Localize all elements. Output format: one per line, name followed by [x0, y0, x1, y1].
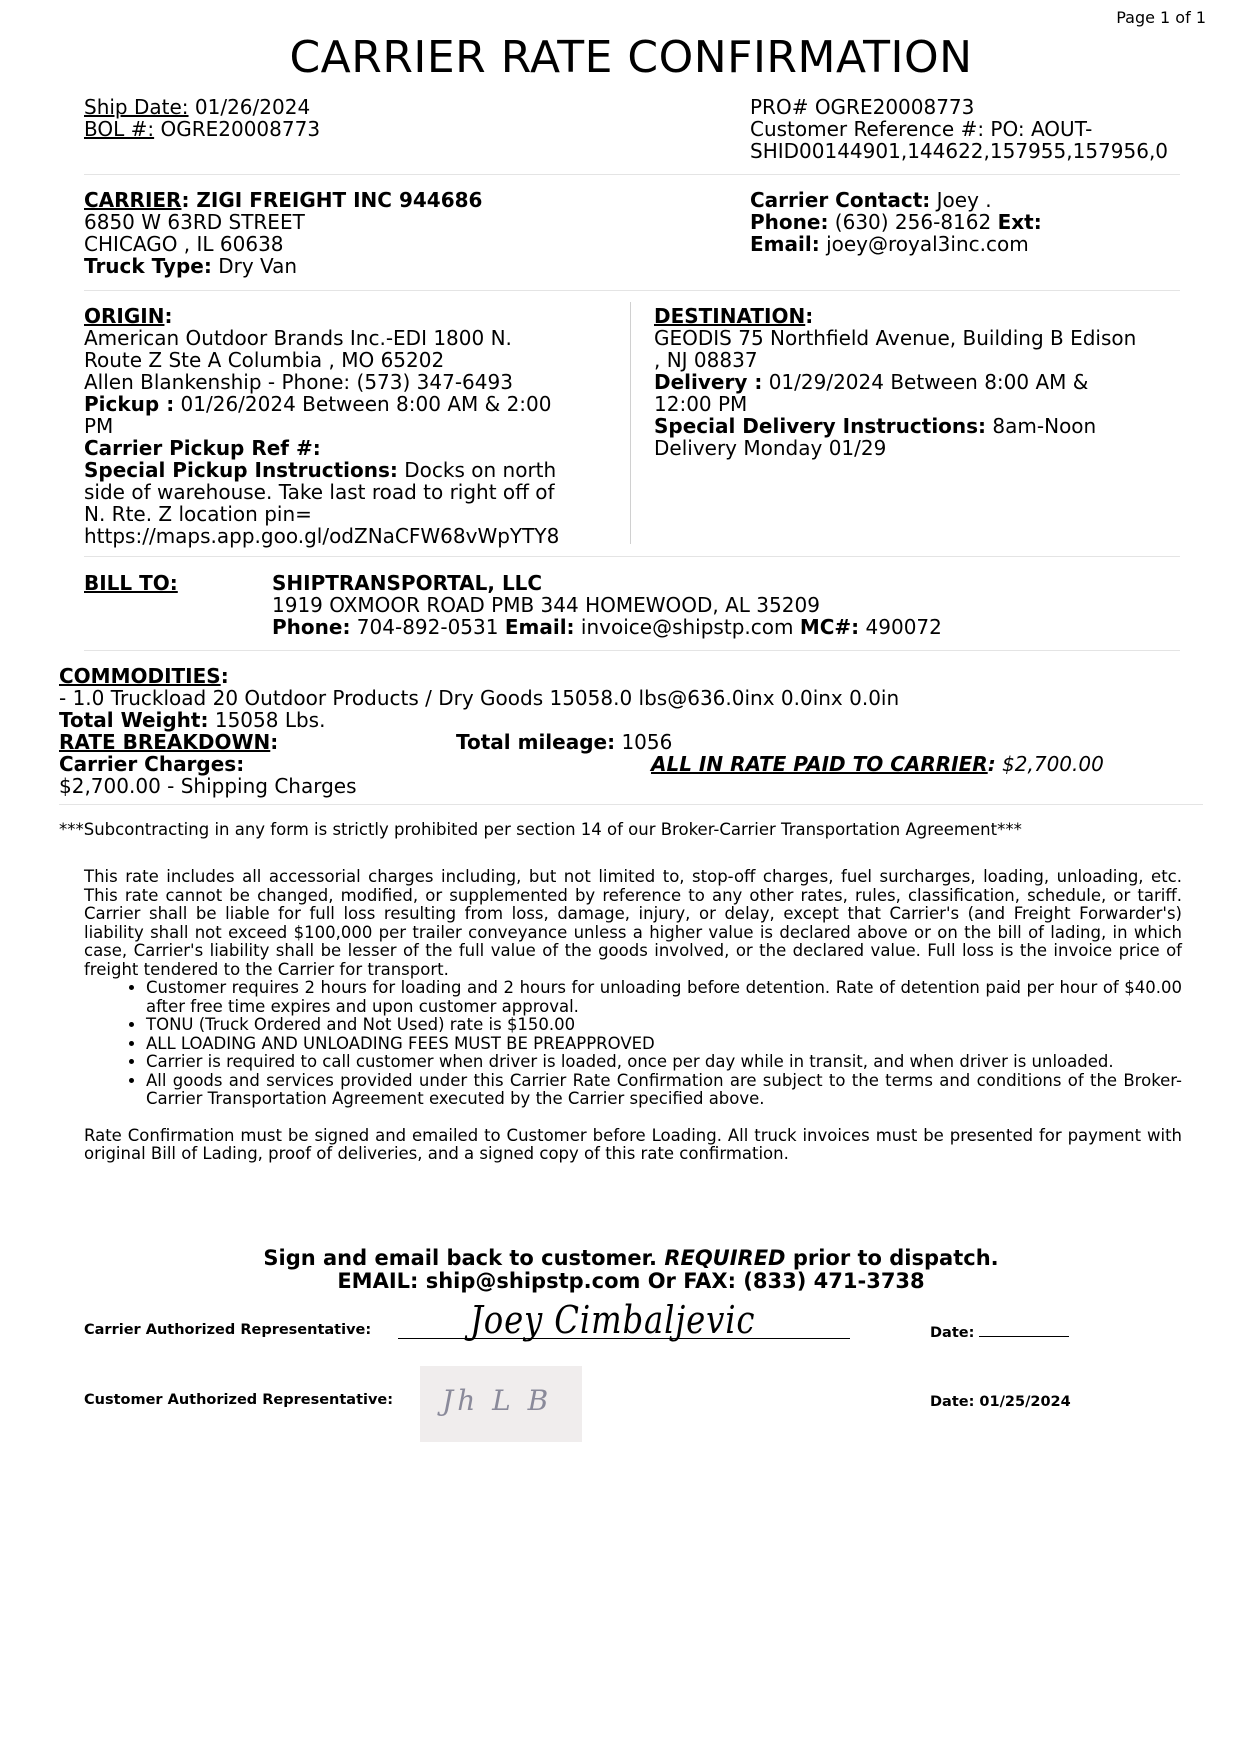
customer-rep-label: Customer Authorized Representative: — [84, 1392, 394, 1408]
contact-name: Joey . — [936, 188, 992, 212]
list-item: • TONU (Truck Ordered and Not Used) rate is $150.00 — [146, 1016, 1182, 1035]
pickup-instructions-label: Special Pickup Instructions: — [84, 458, 398, 482]
destination-section: DESTINATION: GEODIS 75 Northfield Avenue, Building B Edison , NJ 08837 Delivery : 01/29/2024 Between 8:00 AM & 12:00 PM Special Delivery Instructions: 8am-Noon Delivery Monday 01/29 — [654, 305, 1194, 459]
customer-reference-cont: SHID00144901,144622,157955,157956,0 — [750, 140, 1169, 162]
truck-type: Dry Van — [218, 254, 298, 278]
total-weight-label: Total Weight: — [59, 708, 209, 732]
document-title: CARRIER RATE CONFIRMATION — [289, 32, 973, 83]
carrier-date — [930, 1322, 1069, 1341]
all-in-rate-label: ALL IN RATE PAID TO CARRIER — [651, 752, 988, 776]
destination-label: DESTINATION — [654, 304, 806, 328]
delivery-instructions-label: Special Delivery Instructions: — [654, 414, 987, 438]
carrier-date-label: Date: — [930, 1325, 975, 1341]
phone-label: Phone: — [750, 210, 829, 234]
carrier-name: : ZIGI FREIGHT INC 944686 — [181, 188, 483, 212]
ship-date: 01/26/2024 — [194, 95, 311, 119]
total-weight: 15058 Lbs. — [214, 708, 326, 732]
sign-instruction-a: Sign and email back to customer. — [263, 1246, 657, 1270]
mc-number: 490072 — [865, 615, 942, 639]
contact-label: Carrier Contact: — [750, 188, 931, 212]
pro-number: PRO# OGRE20008773 — [750, 95, 975, 119]
shipping-charge-line: $2,700.00 - Shipping Charges — [59, 774, 357, 798]
bill-email: invoice@shipstp.com — [580, 615, 794, 639]
all-in-rate-value: $2,700.00 — [1002, 752, 1104, 776]
sign-contact: EMAIL: ship@shipstp.com Or FAX: (833) 471-3738 — [337, 1269, 925, 1293]
carrier-label: CARRIER — [84, 188, 182, 212]
bol-label: BOL #: — [84, 117, 155, 141]
bill-to-name: SHIPTRANSPORTAL, LLC — [272, 571, 543, 595]
bill-to-label: BILL TO: — [84, 571, 178, 595]
carrier-address1: 6850 W 63RD STREET — [84, 210, 305, 234]
subcontract-notice: ***Subcontracting in any form is strictly prohibited per section 14 of our Broker-Carrier Transportation Agreement*** — [59, 820, 1022, 839]
email-label: Email: — [750, 232, 820, 256]
divider — [84, 556, 1180, 557]
delivery-instructions-line2: Delivery Monday 01/29 — [654, 436, 887, 460]
mc-label: MC#: — [799, 615, 860, 639]
pickup-instructions: Docks on north — [404, 458, 557, 482]
origin-section: ORIGIN: American Outdoor Brands Inc.-EDI 1800 N. Route Z Ste A Columbia , MO 65202 Allen Blankenship - Phone: (573) 347-6493 Pickup : 01/26/2024 Between 8:00 AM & 2:00 PM Carrier Pickup Ref #: Special Pickup Instructions: Docks on north side of warehouse. Take last road to right off of N. Rte. Z location pin= https://maps.app.goo.gl/odZNaCFW68vWpYTY8 — [84, 305, 624, 547]
carrier-charges-label: Carrier Charges: — [59, 752, 245, 776]
divider — [59, 804, 1203, 805]
ext-label: Ext: — [997, 210, 1042, 234]
pickup-instructions-line3: N. Rte. Z location pin= — [84, 502, 312, 526]
customer-signature: Jh L B — [442, 1384, 553, 1417]
carrier-phone: (630) 256-8162 — [834, 210, 992, 234]
origin-label: ORIGIN — [84, 304, 165, 328]
sign-instructions — [0, 1247, 1240, 1293]
total-mileage: 1056 — [621, 730, 673, 754]
carrier-email: joey@royal3inc.com — [826, 232, 1029, 256]
terms-paragraph: This rate includes all accessorial charges including, but not limited to, stop-off charges, fuel surcharges, loading, unloading, etc. This rate cannot be changed, modified, or supplemented by reference to any other rates, rules, classification, schedule, or tariff. Carrier shall be liable for full loss resulting from loss, damage, injury, or delay, except that Carrier's (and Freight Forwarder's) liability shall not exceed $100,000 per trailer conveyance unless a higher value is declared above or on the bill of lading, in which case, Carrier's liability shall be lesser of the full value of the goods involved, or the declared value. Full loss is the invoice price of freight tendered to the Carrier for transport. — [84, 867, 1182, 979]
mileage-label: Total mileage: — [456, 730, 616, 754]
origin-line2: Route Z Ste A Columbia , MO 65202 — [84, 348, 445, 372]
carrier-contact-section — [750, 189, 1042, 255]
ship-date-label: Ship Date: — [84, 95, 189, 119]
carrier-signature: Joey Cimbaljevic — [470, 1298, 756, 1342]
rate-breakdown-label: RATE BREAKDOWN — [59, 730, 271, 754]
divider — [84, 290, 1180, 291]
customer-signature-image — [420, 1366, 582, 1442]
delivery-time: 01/29/2024 Between 8:00 AM & — [768, 370, 1089, 394]
commodity-line: - 1.0 Truckload 20 Outdoor Products / Dry Goods 15058.0 lbs@636.0inx 0.0inx 0.0in — [59, 686, 900, 710]
sign-instruction-c: prior to dispatch. — [792, 1246, 999, 1270]
header-right — [750, 96, 1204, 162]
page-number: Page 1 of 1 — [1116, 8, 1206, 27]
bill-to-address: 1919 OXMOOR ROAD PMB 344 HOMEWOOD, AL 35209 — [272, 593, 820, 617]
carrier-rep-label: Carrier Authorized Representative: — [84, 1322, 372, 1338]
divider — [84, 650, 1180, 651]
pickup-time-cont: PM — [84, 414, 114, 438]
delivery-instructions: 8am-Noon — [992, 414, 1097, 438]
bill-phone: 704-892-0531 — [356, 615, 499, 639]
bol-number: OGRE20008773 — [160, 117, 321, 141]
terms-section — [84, 868, 1182, 1164]
destination-line1: GEODIS 75 Northfield Avenue, Building B Edison — [654, 326, 1137, 350]
origin-line1: American Outdoor Brands Inc.-EDI 1800 N. — [84, 326, 512, 350]
sign-required: REQUIRED — [664, 1246, 786, 1270]
bill-phone-label: Phone: — [272, 615, 351, 639]
terms-list — [84, 979, 1182, 1109]
pickup-location-link[interactable]: https://maps.app.goo.gl/odZNaCFW68vWpYTY8 — [84, 524, 560, 548]
bill-email-label: Email: — [504, 615, 575, 639]
carrier-date-line[interactable] — [979, 1322, 1069, 1337]
pickup-ref-label: Carrier Pickup Ref #: — [84, 436, 321, 460]
header-left — [84, 96, 320, 140]
list-item: • ALL LOADING AND UNLOADING FEES MUST BE PREAPPROVED — [146, 1035, 1182, 1054]
divider — [84, 174, 1180, 175]
origin-line3: Allen Blankenship - Phone: (573) 347-6493 — [84, 370, 513, 394]
bill-to-section — [272, 572, 942, 638]
pickup-instructions-line2: side of warehouse. Take last road to right off of — [84, 480, 555, 504]
carrier-address2: CHICAGO , IL 60638 — [84, 232, 284, 256]
destination-line2: , NJ 08837 — [654, 348, 758, 372]
list-item: • Carrier is required to call customer when driver is loaded, once per day while in transit, and when driver is unloaded. — [146, 1053, 1182, 1072]
truck-type-label: Truck Type: — [84, 254, 212, 278]
terms-closing: Rate Confirmation must be signed and emailed to Customer before Loading. All truck invoices must be presented for payment with original Bill of Lading, proof of deliveries, and a signed copy of this rate confirmation. — [84, 1125, 1182, 1163]
pickup-time: 01/26/2024 Between 8:00 AM & 2:00 — [180, 392, 552, 416]
delivery-time-cont: 12:00 PM — [654, 392, 748, 416]
delivery-label: Delivery : — [654, 370, 763, 394]
pickup-label: Pickup : — [84, 392, 175, 416]
customer-reference: Customer Reference #: PO: AOUT- — [750, 118, 1093, 140]
carrier-section — [84, 189, 482, 277]
list-item: • Customer requires 2 hours for loading and 2 hours for unloading before detention. Rate of detention paid per hour of $40.00 after free time expires and upon customer approval. — [146, 979, 1182, 1016]
list-item: • All goods and services provided under this Carrier Rate Confirmation are subject to the terms and conditions of the Broker-Carrier Transportation Agreement executed by the Carrier specified above. — [146, 1072, 1182, 1109]
column-divider — [630, 302, 631, 544]
commodities-label: COMMODITIES — [59, 664, 221, 688]
customer-date: Date: 01/25/2024 — [930, 1394, 1071, 1410]
commodities-section: COMMODITIES: - 1.0 Truckload 20 Outdoor Products / Dry Goods 15058.0 lbs@636.0inx 0.0inx 0.0in Total Weight: 15058 Lbs. RATE BREAKDOWN: Total mileage: 1056 Carrier Charges: ALL IN RATE PAID TO CARRIER: $2,700.00 $2,700.00 - Shipping Charges — [59, 665, 1199, 797]
